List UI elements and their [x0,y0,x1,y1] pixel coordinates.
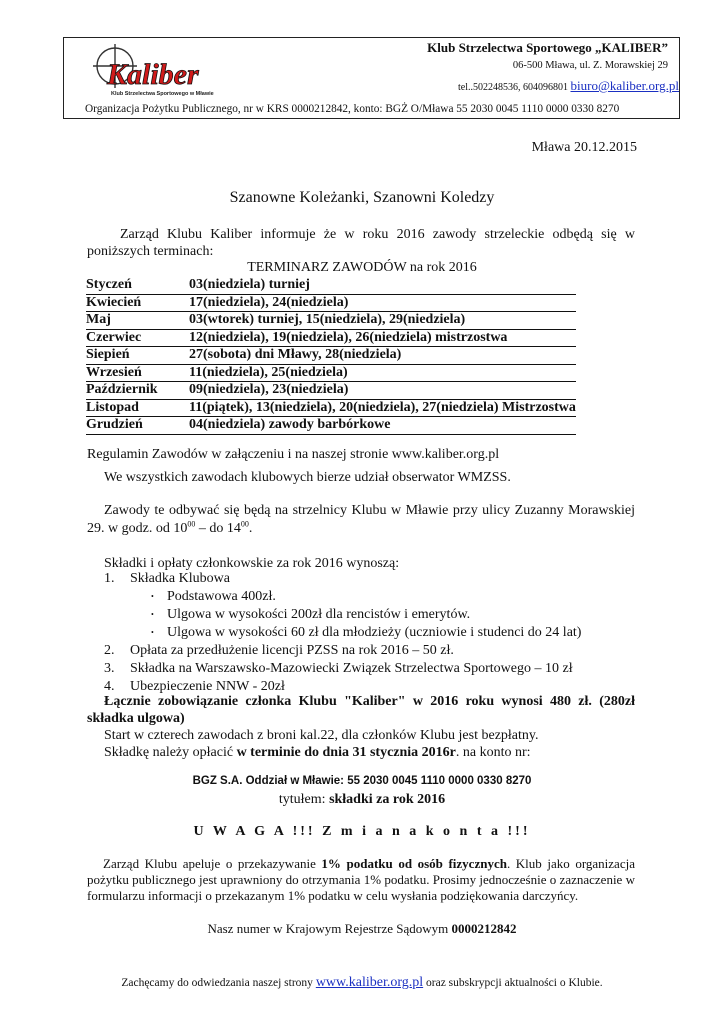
schedule-month: Czerwiec [86,329,189,347]
schedule-row [86,399,576,417]
org-info-line: Organizacja Pożytku Publicznego, nr w KRS 0000212842, konto: BGŻ O/Mława 55 2030 0045 1110 0000 0330 8270 [85,103,620,115]
club-phones: tel..502248536, 604096801 [458,82,568,93]
tax-appeal: Zarząd Klubu apeluje o przekazywanie 1% podatku od osób fizycznych. Klub jako organizacja pożytku publicznego jest uprawniony do otrzymania 1% podatku. Prosimy jednocześnie o zaznaczenie w formularzu informacji o przekazanym 1% podatku w celu wysłania podziękowania darczyńcy. [87,856,635,903]
regulations-note: Regulamin Zawodów w załączeniu i na naszej stronie www.kaliber.org.pl [87,447,500,462]
schedule-dates: 17(niedziela), 24(niedziela) [189,294,576,312]
schedule-month: Maj [86,312,189,330]
club-address: 06-500 Mława, ul. Z. Morawskiej 29 [512,60,668,71]
email-link[interactable]: biuro@kaliber.org.pl [570,78,679,93]
list-item: 1. Składka Klubowa [104,571,230,586]
intro-paragraph: Zarząd Klubu Kaliber informuje że w roku 2016 zawody strzeleckie odbędą się w poniższych terminach: [87,227,635,259]
schedule-month: Listopad [86,399,189,417]
schedule-row [86,417,576,435]
schedule-dates: 03(wtorek) turniej, 15(niedziela), 29(niedziela) [189,312,576,330]
list-item: 4. Ubezpieczenie NNW - 20zł [104,679,285,694]
kaliber-logo [85,40,225,100]
schedule-month: Wrzesień [86,364,189,382]
schedule-dates: 09(niedziela), 23(niedziela) [189,382,576,400]
schedule-row [86,294,576,312]
schedule-dates: 11(piątek), 13(niedziela), 20(niedziela), 27(niedziela) Mistrzostwa [189,399,576,415]
list-item: 2. Opłata za przedłużenie licencji PZSS na rok 2016 – 50 zł. [104,643,454,658]
krs-number: Nasz numer w Krajowym Rejestrze Sądowym 0000212842 [207,921,517,936]
total-obligation: Łącznie zobowiązanie członka Klubu "Kaliber" w 2016 roku wynosi 480 zł. (280zł składka ulgowa) [87,694,635,726]
schedule-month: Październik [86,382,189,400]
fees-intro: Składki i opłaty członkowskie za rok 2016 wynoszą: [104,556,400,571]
schedule-dates: 04(niedziela) zawody barbórkowe [189,417,576,435]
fees-list [104,570,581,696]
schedule-dates: 03(niedziela) turniej [189,277,576,294]
venue-paragraph: Zawody te odbywać się będą na strzelnicy Klubu w Mławie przy ulicy Zuzanny Morawskiej 29. w godz. od $10^{00}$ – do $14^{00}$. [87,503,635,536]
schedule-dates: 11(niedziela), 25(niedziela) [189,364,576,382]
schedule-month: Kwiecień [86,294,189,312]
bullet-icon: • [151,610,154,619]
schedule-title: TERMINARZ ZAWODÓW na rok 2016 [247,260,477,275]
list-item: • Ulgowa w wysokości 200zł dla rencistów i emerytów. [151,607,471,623]
schedule-dates: 12(niedziela), 19(niedziela), 26(niedziela) mistrzostwa [189,329,576,347]
payment-deadline: Składkę należy opłacić w terminie do dnia 31 stycznia 2016r. na konto nr: [104,745,531,760]
website-link[interactable]: www.kaliber.org.pl [315,975,424,990]
footer: Zachęcamy do odwiedzania naszej strony www.kaliber.org.pl oraz subskrypcji aktualności o Klubie. [121,975,603,990]
letter-date: Mława 20.12.2015 [531,140,637,155]
schedule-row [86,312,576,330]
list-item: • Podstawowa 400zł. [151,589,276,605]
schedule-month: Siepień [86,347,189,365]
bullet-icon: • [151,592,154,601]
observer-note: We wszystkich zawodach klubowych bierze udział obserwator WMZSS. [104,470,511,485]
logo-wordmark: Kaliber [107,58,199,91]
schedule-month: Styczeń [86,277,189,294]
schedule-row [86,329,576,347]
list-item: 3. Składka na Warszawsko-Mazowiecki Związek Strzelectwa Sportowego – 10 zł [104,661,573,676]
payment-title: tytułem: składki za rok 2016 [278,792,446,807]
free-start-note: Start w czterech zawodach z broni kal.22, dla członków Klubu jest bezpłatny. [104,728,539,743]
schedule-month: Grudzień [86,417,189,435]
logo-subtext: Klub Strzelectwa Sportowego w Mławie [111,91,214,97]
schedule-row [86,364,576,382]
schedule-row [86,277,576,294]
schedule-table [86,277,576,435]
schedule-dates: 27(sobota) dni Mławy, 28(niedziela) [189,347,576,365]
bank-account: BGZ S.A. Oddział w Mławie: 55 2030 0045 1110 0000 0330 8270 [192,775,532,787]
club-contact [458,78,679,94]
account-change-notice: U W A G A !!! Z m i a n a k o n t a !!! [193,824,531,839]
schedule-row [86,382,576,400]
list-item: • Ulgowa w wysokości 60 zł dla młodzieży (uczniowie i studenci do 24 lat) [151,625,582,641]
greeting: Szanowne Koleżanki, Szanowni Koledzy [229,189,495,206]
bullet-icon: • [151,628,154,637]
schedule-row [86,347,576,365]
club-name: Klub Strzelectwa Sportowego „KALIBER” [427,40,668,55]
